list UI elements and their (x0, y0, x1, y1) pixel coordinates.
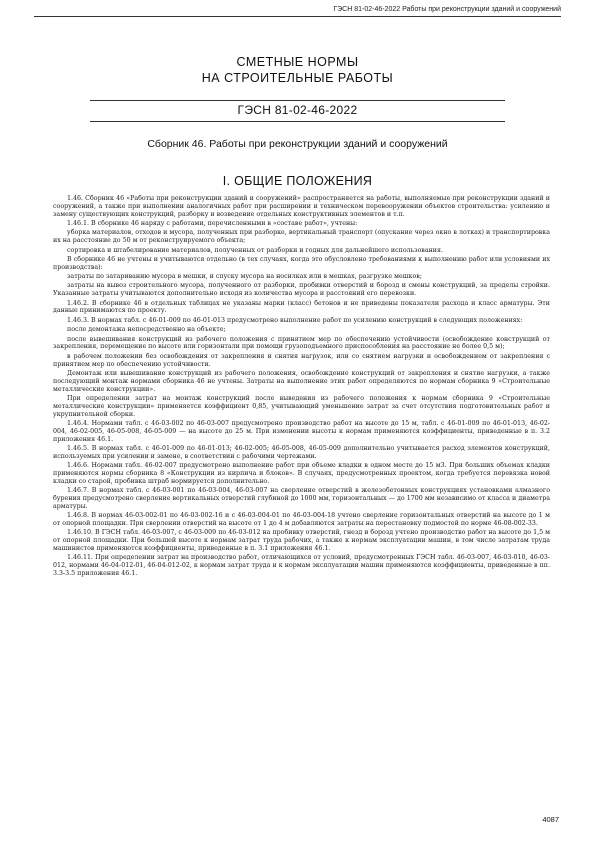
code-rule-bottom (90, 121, 505, 122)
body-paragraph: после демонтажа непосредственно на объекте; (67, 326, 226, 334)
body-text (53, 195, 550, 579)
body-paragraph: 1.46.5. В нормах табл. с 46-01-009 по 46-01-013; 46-02-005; 46-05-008, 46-05-009 дополнительно учитывается расход элементов конструкций, используемых при усилении и замене, в соответствии с рабочими чертежами. (53, 444, 550, 460)
body-paragraph: В сборнике 46 не учтены и учитываются отдельно (в тех случаях, когда это обусловлено требованиями к выполнению работ или условиями их производства): (53, 255, 550, 271)
body-paragraph: 1.46.10. В ГЭСН табл. 46-03-007, с 46-03-009 по 46-03-012 на пробивку отверстий, гнезд и борозд учтено производство работ на высоте до 1,5 м от опорной площадки. При большей высоте к нормам затрат труда рабочих, а также к нормам эксплуатации машин, в том числе затратам труда машинистов применяются коэффициенты, приведенные в п. 3.1 приложения 46.1. (53, 529, 550, 553)
body-paragraph: в рабочем положении без освобождения от закрепления и снятия нагрузок, или со снятием нагрузки и освобождением от закрепления с принятием мер по обеспечению устойчивости. (53, 352, 550, 368)
running-header: ГЭСН 81-02-46-2022 Работы при реконструкции зданий и сооружений (34, 6, 561, 17)
norm-code: ГЭСН 81-02-46-2022 (237, 103, 358, 117)
body-paragraph: 1.46.1. В сборнике 46 наряду с работами, перечисленными в «составе работ», учтены: (67, 220, 358, 228)
page-number: 4087 (542, 815, 559, 824)
code-rule-top (90, 100, 505, 101)
document-title-line-2: НА СТРОИТЕЛЬНЫЕ РАБОТЫ (201, 71, 394, 85)
body-paragraph: после вывешивания конструкций из рабочего положения с принятием мер по обеспечению устойчивости (освобождение конструкций от закрепления, перемещение по высоте или горизонтали при помощи грузоподъемного приспособления на расстояние не более 0,5 м); (53, 335, 550, 351)
body-paragraph: сортировка и штабелирование материалов, полученных от разборки и годных для дальнейшего использования. (67, 246, 443, 254)
body-paragraph: 1.46.8. В нормах 46-03-002-01 по 46-03-002-16 и с 46-03-004-01 по 46-03-004-18 учтено сверление горизонтальных отверстий на высоте до 1 м от опорной площадки. При сверлении отверстий на высоте от 1 до 4 м добавляются затраты на перестановку подмостей по норме 46-08-002-33. (53, 512, 550, 528)
body-paragraph: 1.46.11. При определении затрат на производство работ, отличающихся от условий, предусмотренных ГЭСН табл. 46-03-007, 46-03-010, 46-03-012, нормами 46-04-012-01, 46-04-012-02, к нормам затрат труда и к нормам эксплуатации машин применяются коэффициенты, приведенные в пп. 3.3-3.5 приложения 46.1. (53, 554, 550, 578)
collection-title: Сборник 46. Работы при реконструкции зданий и сооружений (147, 138, 448, 150)
body-paragraph: 1.46.6. Нормами табл. 46-02-007 предусмотрено выполнение работ при объеме кладки в одном месте до 15 м3. При больших объемах кладки применяются нормы сборника 8 «Конструкции из кирпича и блоков». В случаях, предусмотренных проектом, когда требуется перевязка новой кладки со старой, пробивка штраб нормируется дополнительно. (53, 462, 550, 485)
body-paragraph: 1.46.3. В нормах табл. с 46-01-009 по 46-01-013 предусмотрено выполнение работ по усилению конструкций в следующих положениях: (67, 316, 523, 324)
title-block (0, 54, 595, 86)
body-paragraph: 1.46. Сборник 46 «Работы при реконструкции зданий и сооружений» распространяется на работы, выполняемые при реконструкции зданий и сооружений, а также при выполнении аналогичных работ при расширении и техническом перевооружении объектов строительства: усилению и замену существующих конструкций, разборку и возведение отдельных конструктивных элементов и т.п. (53, 195, 550, 218)
body-paragraph: При определении затрат на монтаж конструкций после выведения из рабочего положения к нормам сборника 9 «Строительные металлические конструкции» применяется коэффициент 0,85, учитывающий уменьшение затрат за счет отсутствия подготовительных работ и укрупнительной сборки. (53, 394, 550, 418)
body-paragraph: 1.46.4. Нормами табл. с 46-03-002 по 46-03-007 предусмотрено производство работ на высоте до 15 м, табл. с 46-01-009 по 46-01-013, 46-02-004, 46-02-005, 46-05-008, 46-05-009 — на высоте до 25 м. При изменении высоты к нормам применяются коэффициенты, приведенные в п. 3.2 приложения 46.1. (53, 419, 550, 443)
document-title-line-1: СМЕТНЫЕ НОРМЫ (236, 55, 359, 69)
body-paragraph: затраты на вывоз строительного мусора, полученного от разборки, пробивки отверстий и борозд и смены конструкций, за пределы стройки. Указанные затраты учитываются дополнительно исходя из количества мусора и расстояний его перевозки. (53, 282, 550, 298)
body-paragraph: 1.46.2. В сборнике 46 в отдельных таблицах не указаны марки (класс) бетонов и не приведены показатели расхода и класс арматуры. Эти данные принимаются по проекту. (53, 299, 550, 315)
body-paragraph: Демонтаж или вывешивание конструкций из рабочего положения, освобождение конструкций от закрепления и снятие нагрузки, а также последующий монтаж нормами сборника 46 не учтены. Затраты на выполнение этих работ определяются по нормам сборника 9 «Строительные металлические конструкции». (53, 369, 550, 393)
body-paragraph: уборка материалов, отходов и мусора, полученных при разборке, вертикальный транспорт (опускание через окно в лотках) и транспортировка их на расстояние до 50 м от реконструируемого объекта; (53, 229, 550, 245)
section-heading: I. ОБЩИЕ ПОЛОЖЕНИЯ (222, 174, 373, 188)
body-paragraph: 1.46.7. В нормах табл. с 46-03-001 по 46-03-004, 46-03-007 на сверление отверстий в железобетонных конструкциях установками алмазного бурения предусмотрено сверление вертикальных отверстий глубиной до 1000 мм, горизонтальных — до 1700 мм независимо от класса и диаметра арматуры. (53, 487, 550, 510)
body-paragraph: затраты по затариванию мусора в мешки, и спуску мусора на носилках или в мешках, разгрузке мешков; (67, 273, 422, 281)
